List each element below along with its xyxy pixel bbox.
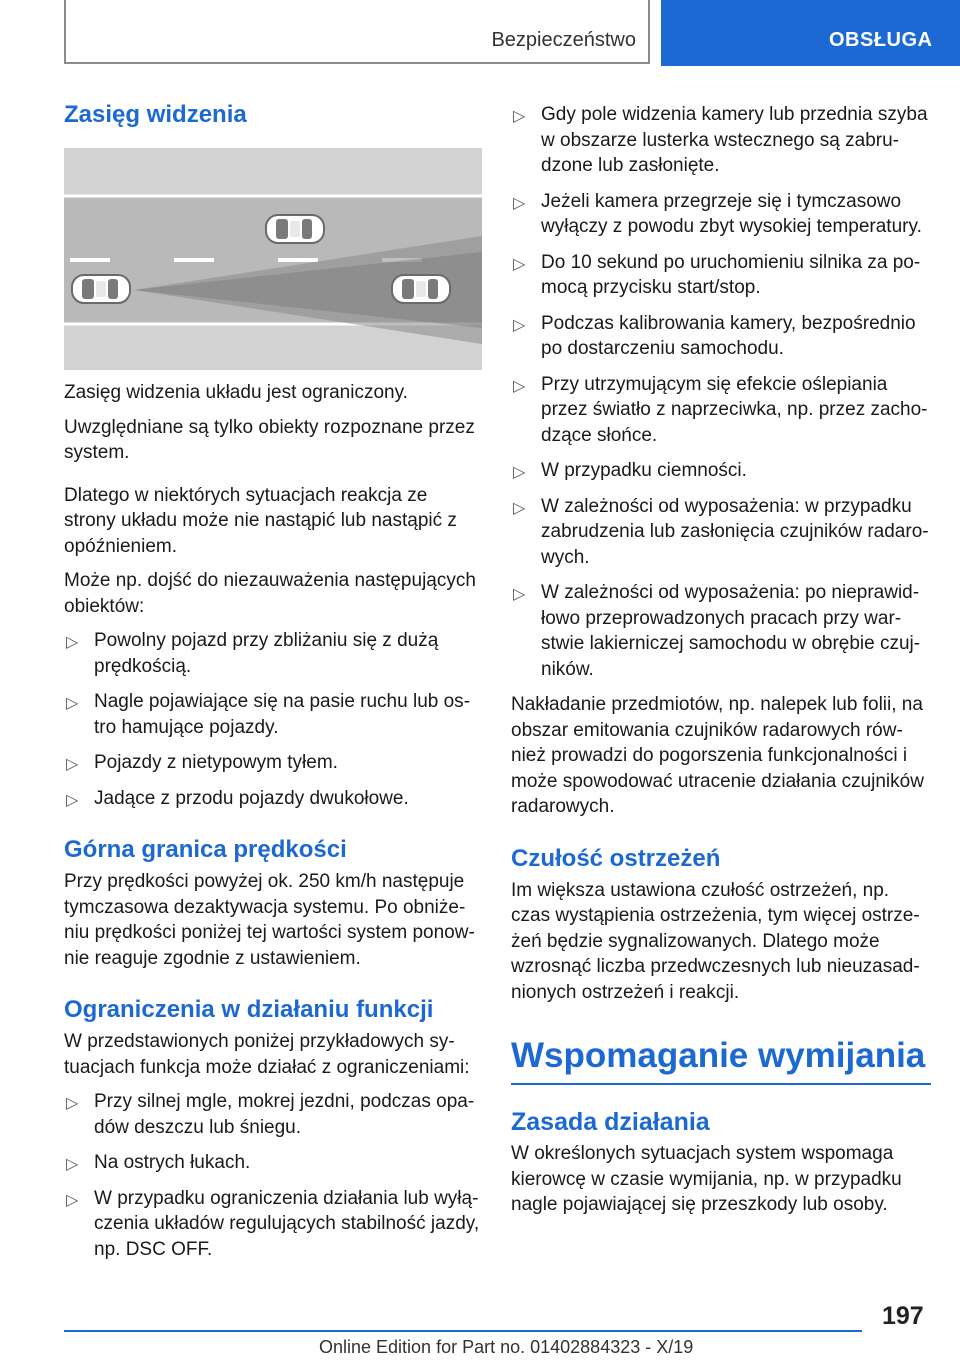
triangle-bullet-icon: ▷ — [513, 255, 526, 273]
triangle-bullet-icon: ▷ — [66, 756, 79, 773]
edition-footer: Online Edition for Part no. 01402884323 - X/19 — [319, 1337, 694, 1357]
heading-speed-limit: Górna granica prędkości — [64, 836, 347, 863]
paragraph: Zasięg widzenia układu jest ograniczony. — [64, 382, 408, 403]
list-item: ▷ Jadące z przodu pojazdy dwukołowe. — [64, 786, 482, 812]
paragraph: Nakładanie przedmiotów, np. nalepek lub folii, na obszar emitowania czujników radarowych również prowadzi do pogorszenia funkcjonalności i może spowodować utracenie działania czujników radarowych. — [511, 694, 924, 817]
triangle-bullet-icon: ▷ — [66, 695, 79, 712]
list-item: ▷ Gdy pole widzenia kamery lub przednia szyba w obszarze lusterka wstecznego są zabrudzone lub zasłonięte. — [513, 104, 928, 176]
page-number: 197 — [882, 1302, 924, 1330]
triangle-bullet-icon: ▷ — [66, 1156, 79, 1173]
triangle-bullet-icon: ▷ — [513, 586, 526, 603]
bullet-list — [64, 1089, 482, 1262]
road-diagram — [64, 148, 482, 370]
car-icon — [390, 272, 454, 306]
section-title: Bezpieczeństwo — [491, 29, 636, 51]
triangle-bullet-icon: ▷ — [513, 316, 526, 334]
list-item: ▷ Przy utrzymującym się efekcie oślepiania przez światło z naprzeciwka, np. przez zachodzące słońce. — [513, 373, 928, 446]
paragraph: W określonych sytuacjach system wspomaga kierowcę w czasie wymijania, np. w przypadku nagle pojawiającej się przeszkody lub osoby. — [511, 1143, 902, 1215]
list-item: ▷ Do 10 sekund po uruchomieniu silnika za pomocą przycisku start/stop. — [513, 251, 921, 298]
bullet-list — [511, 102, 931, 682]
triangle-bullet-icon: ▷ — [66, 634, 79, 651]
list-item: ▷ Nagle pojawiające się na pasie ruchu lub ostro hamujące pojazdy. — [66, 691, 471, 738]
paragraph: W przedstawionych poniżej przykładowych sytuacjach funkcja może działać z ograniczeniami: — [64, 1031, 470, 1078]
triangle-bullet-icon: ▷ — [66, 791, 79, 809]
paragraph: Przy prędkości powyżej ok. 250 km/h następuje tymczasowa dezaktywacja systemu. Po obniżeniu prędkości poniżej tej wartości system ponownie reaguje zgodnie z ustawieniem. — [64, 871, 475, 969]
right-column — [511, 102, 931, 1227]
header-chapter-box — [661, 0, 960, 66]
triangle-bullet-icon: ▷ — [513, 377, 526, 395]
page-header — [0, 0, 960, 66]
list-item: ▷ Pojazdy z nietypowym tyłem. — [64, 750, 482, 776]
paragraph: Uwzględniane są tylko obiekty rozpoznane przez system. — [64, 416, 475, 463]
triangle-bullet-icon: ▷ — [513, 194, 526, 212]
list-item: ▷ Na ostrych łukach. — [64, 1150, 482, 1176]
triangle-bullet-icon: ▷ — [513, 108, 526, 125]
heading-field-of-view: Zasięg widzenia — [64, 101, 247, 128]
triangle-bullet-icon: ▷ — [66, 1095, 79, 1112]
heading-principle: Zasada działania — [511, 1108, 710, 1136]
car-icon — [70, 272, 134, 306]
list-item: ▷ Jeżeli kamera przegrzeje się i tymczasowo wyłączy z powodu zbyt wysokiej temperatury. — [513, 190, 922, 237]
triangle-bullet-icon: ▷ — [513, 499, 526, 517]
list-item: ▷ W przypadku ograniczenia działania lub wyłączenia układów regulujących stabilność jazdy, np. DSC OFF. — [66, 1187, 480, 1260]
footer-divider — [64, 1330, 862, 1332]
list-item: ▷ Podczas kalibrowania kamery, bezpośrednio po dostarczeniu samochodu. — [513, 312, 916, 359]
chapter-title: OBSŁUGA — [829, 29, 933, 51]
field-of-view-illustration — [64, 148, 482, 370]
paragraph: Im większa ustawiona czułość ostrzeżeń, np. czas wystąpienia ostrzeżenia, tym więcej ostrzeżeń będzie sygnalizowanych. Dlatego może wzrosnąć liczba przedwczesnych lub nieuzasadnionych ostrzeżeń i reakcji. — [511, 879, 920, 1003]
heading-warning-sensitivity: Czułość ostrzeżeń — [511, 844, 721, 872]
list-item: ▷ Powolny pojazd przy zbliżaniu się z dużą prędkością. — [66, 630, 439, 677]
list-item: ▷ W zależności od wyposażenia: po nieprawidłowo przeprowadzonych pracach przy warstwie lakierniczej samochodu w obrębie czujników. — [513, 582, 921, 680]
left-column — [64, 100, 482, 1272]
bullet-list — [64, 628, 482, 811]
heading-evasion-assistant: Wspomaganie wymijania — [511, 1035, 931, 1085]
list-item: ▷ W przypadku ciemności. — [511, 458, 931, 484]
paragraph: Dlatego w niektórych sytuacjach reakcja ze strony układu może nie nastąpić lub nastąpić z opóźnieniem. — [64, 484, 457, 557]
triangle-bullet-icon: ▷ — [513, 464, 526, 481]
header-section-box — [64, 0, 650, 64]
list-item: ▷ Przy silnej mgle, mokrej jezdni, podczas opadów deszczu lub śniegu. — [66, 1091, 475, 1138]
heading-function-limits: Ograniczenia w działaniu funkcji — [64, 996, 434, 1023]
car-icon — [264, 212, 328, 246]
triangle-bullet-icon: ▷ — [66, 1191, 79, 1209]
list-item: ▷ W zależności od wyposażenia: w przypadku zabrudzenia lub zasłonięcia czujników radarowych. — [513, 495, 929, 568]
paragraph: Może np. dojść do niezauważenia następujących obiektów: — [64, 570, 476, 617]
